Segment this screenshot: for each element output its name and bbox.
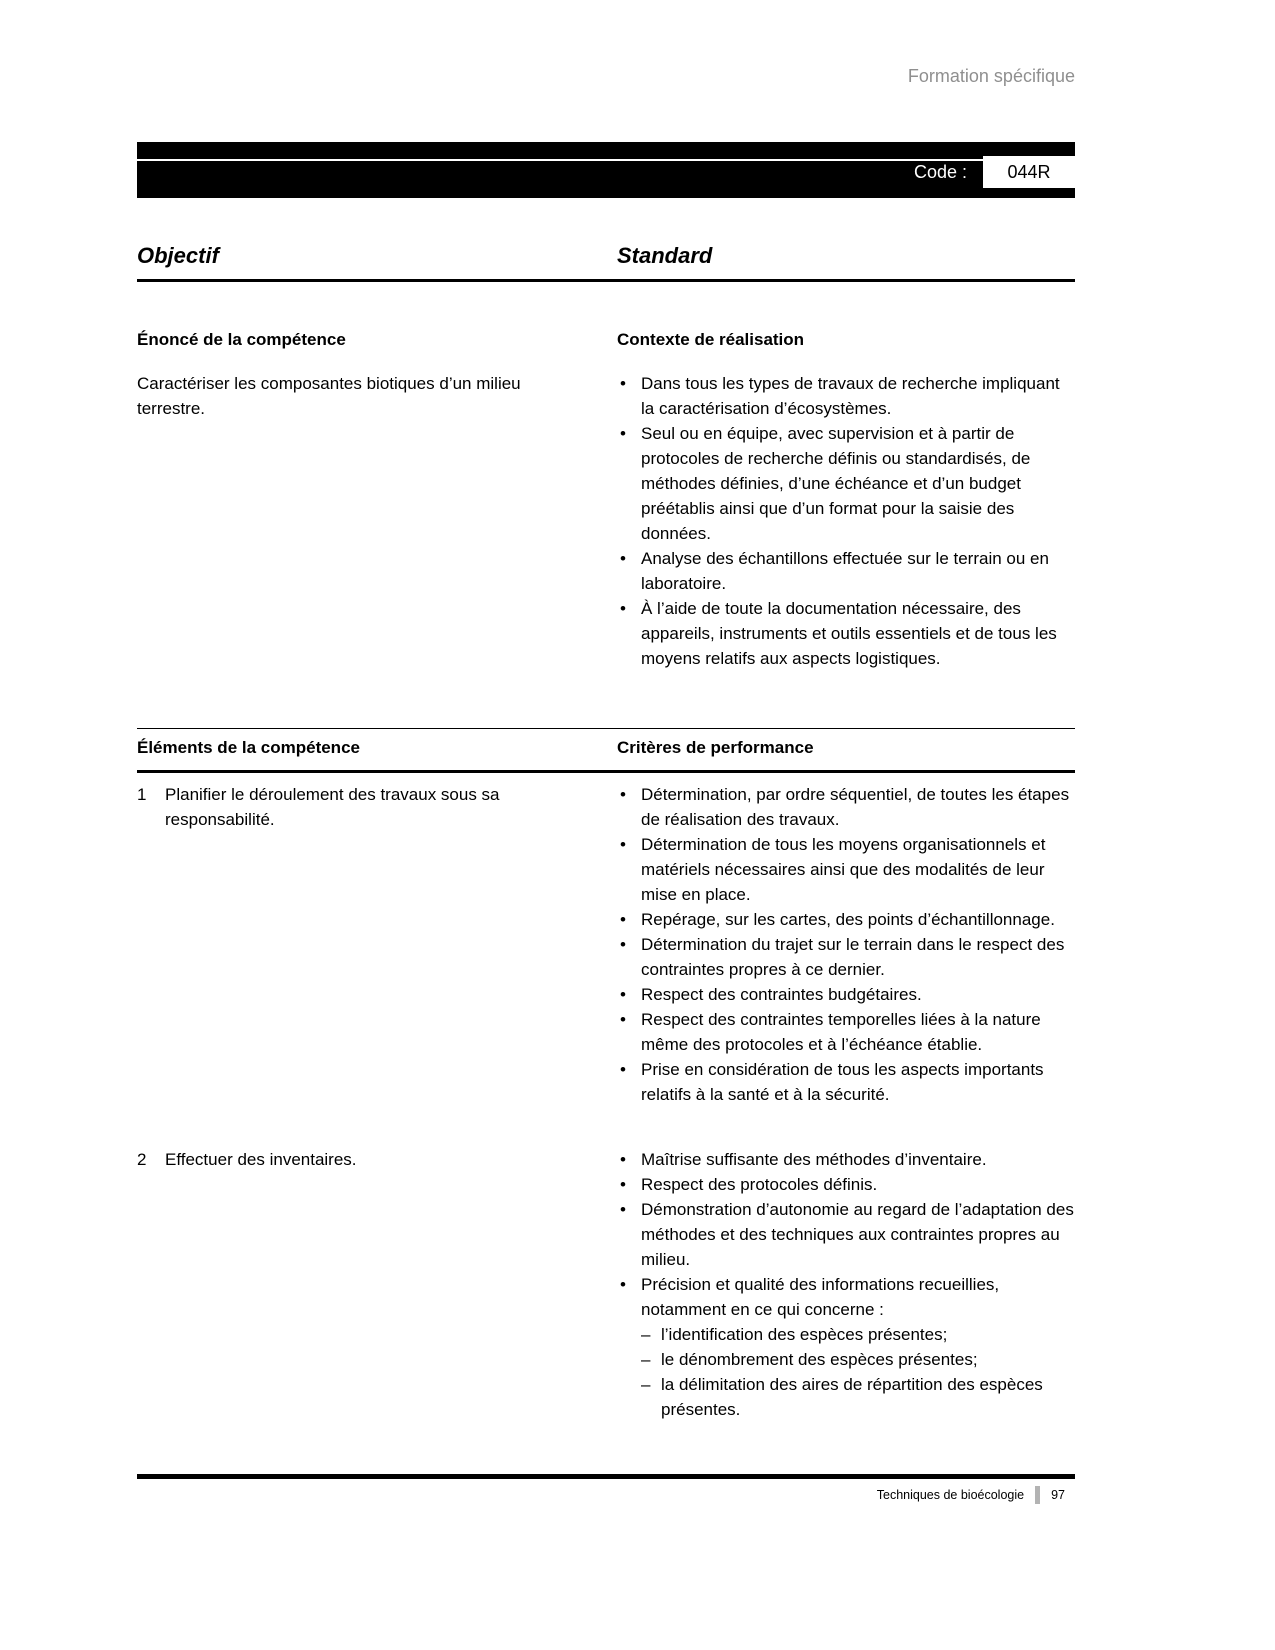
bullet-item: • Maîtrise suffisante des méthodes d’inventaire.: [617, 1147, 1075, 1172]
page-content: [137, 198, 1075, 1422]
bullet-item: • Détermination de tous les moyens organisationnels et matériels nécessaires ainsi que des modalités de leur mise en place.: [617, 832, 1075, 907]
sub-bullet-item: – le dénombrement des espèces présentes;: [641, 1347, 1075, 1372]
running-head: Formation spécifique: [907, 66, 1075, 86]
bullet-item: • Seul ou en équipe, avec supervision et à partir de protocoles de recherche définis ou standardisés, de méthodes définies, d’une échéance et d’un budget préétablis ainsi que d’un format pour la saisie des données.: [617, 421, 1075, 546]
objectif-title: Objectif: [137, 243, 219, 268]
elements-heading: Éléments de la compétence: [137, 738, 360, 757]
element-row-1: [137, 782, 1075, 1107]
bullet-item: [617, 1272, 1075, 1422]
code-label: Code :: [913, 161, 967, 182]
element-item: [137, 1147, 582, 1172]
footer-divider: [1035, 1486, 1040, 1504]
standard-title: Standard: [617, 243, 713, 268]
criteres-heading: Critères de performance: [617, 738, 814, 757]
enonce-heading: Énoncé de la compétence: [137, 330, 346, 349]
code-bar: [137, 142, 1075, 198]
element-number: 1: [137, 785, 147, 804]
element-row-2: [137, 1147, 1075, 1422]
sub-bullet-item: – la délimitation des aires de répartition des espèces présentes.: [641, 1372, 1075, 1422]
enonce-body: Caractériser les composantes biotiques d’un milieu terrestre.: [137, 374, 521, 418]
elements-criteres-titles: [137, 728, 1075, 773]
bullet-item: • À l’aide de toute la documentation nécessaire, des appareils, instruments et outils essentiels et de tous les moyens relatifs aux aspects logistiques.: [617, 596, 1075, 671]
footer-rule: [137, 1474, 1075, 1479]
bullet-item: • Respect des protocoles définis.: [617, 1172, 1075, 1197]
footer: [137, 1486, 1075, 1504]
element-label: Planifier le déroulement des travaux sous sa responsabilité.: [165, 785, 500, 829]
page-number: 97: [1051, 1488, 1065, 1502]
bullet-item: • Démonstration d’autonomie au regard de l’adaptation des méthodes et des techniques aux contraintes propres au milieu.: [617, 1197, 1075, 1272]
element-label: Effectuer des inventaires.: [165, 1150, 357, 1169]
contexte-cell: [617, 327, 1075, 671]
element-number: 2: [137, 1150, 147, 1169]
code-value: 044R: [983, 156, 1075, 188]
enonce-cell: [137, 327, 582, 671]
contexte-heading: Contexte de réalisation: [617, 330, 805, 349]
criteres-2-cell: [617, 1147, 1075, 1422]
bullet-text: Précision et qualité des informations recueillies, notamment en ce qui concerne :: [641, 1275, 1000, 1319]
bullet-item: • Respect des contraintes temporelles liées à la nature même des protocoles et à l’échéance établie.: [617, 1007, 1075, 1057]
column-titles: [137, 243, 1075, 282]
footer-text: Techniques de bioécologie: [876, 1488, 1025, 1502]
bullet-item: • Détermination, par ordre séquentiel, de toutes les étapes de réalisation des travaux.: [617, 782, 1075, 832]
contexte-bullet-list: [617, 371, 1075, 671]
element-1-cell: [137, 782, 582, 1107]
element-2-cell: [137, 1147, 582, 1422]
bullet-item: • Prise en considération de tous les aspects importants relatifs à la santé et à la sécurité.: [617, 1057, 1075, 1107]
bullet-item: • Dans tous les types de travaux de recherche impliquant la caractérisation d’écosystèmes.: [617, 371, 1075, 421]
bullet-item: • Détermination du trajet sur le terrain dans le respect des contraintes propres à ce dernier.: [617, 932, 1075, 982]
sub-bullet-list: [641, 1322, 1075, 1422]
bullet-item: • Repérage, sur les cartes, des points d’échantillonnage.: [617, 907, 1075, 932]
bullet-item: • Analyse des échantillons effectuée sur le terrain ou en laboratoire.: [617, 546, 1075, 596]
criteres-bullet-list: [617, 1147, 1075, 1422]
competence-section: [137, 327, 1075, 671]
sub-bullet-item: – l’identification des espèces présentes;: [641, 1322, 1075, 1347]
element-item: [137, 782, 582, 832]
code-group: [914, 156, 1075, 188]
criteres-bullet-list: [617, 782, 1075, 1107]
bullet-item: • Respect des contraintes budgétaires.: [617, 982, 1075, 1007]
criteres-1-cell: [617, 782, 1075, 1107]
